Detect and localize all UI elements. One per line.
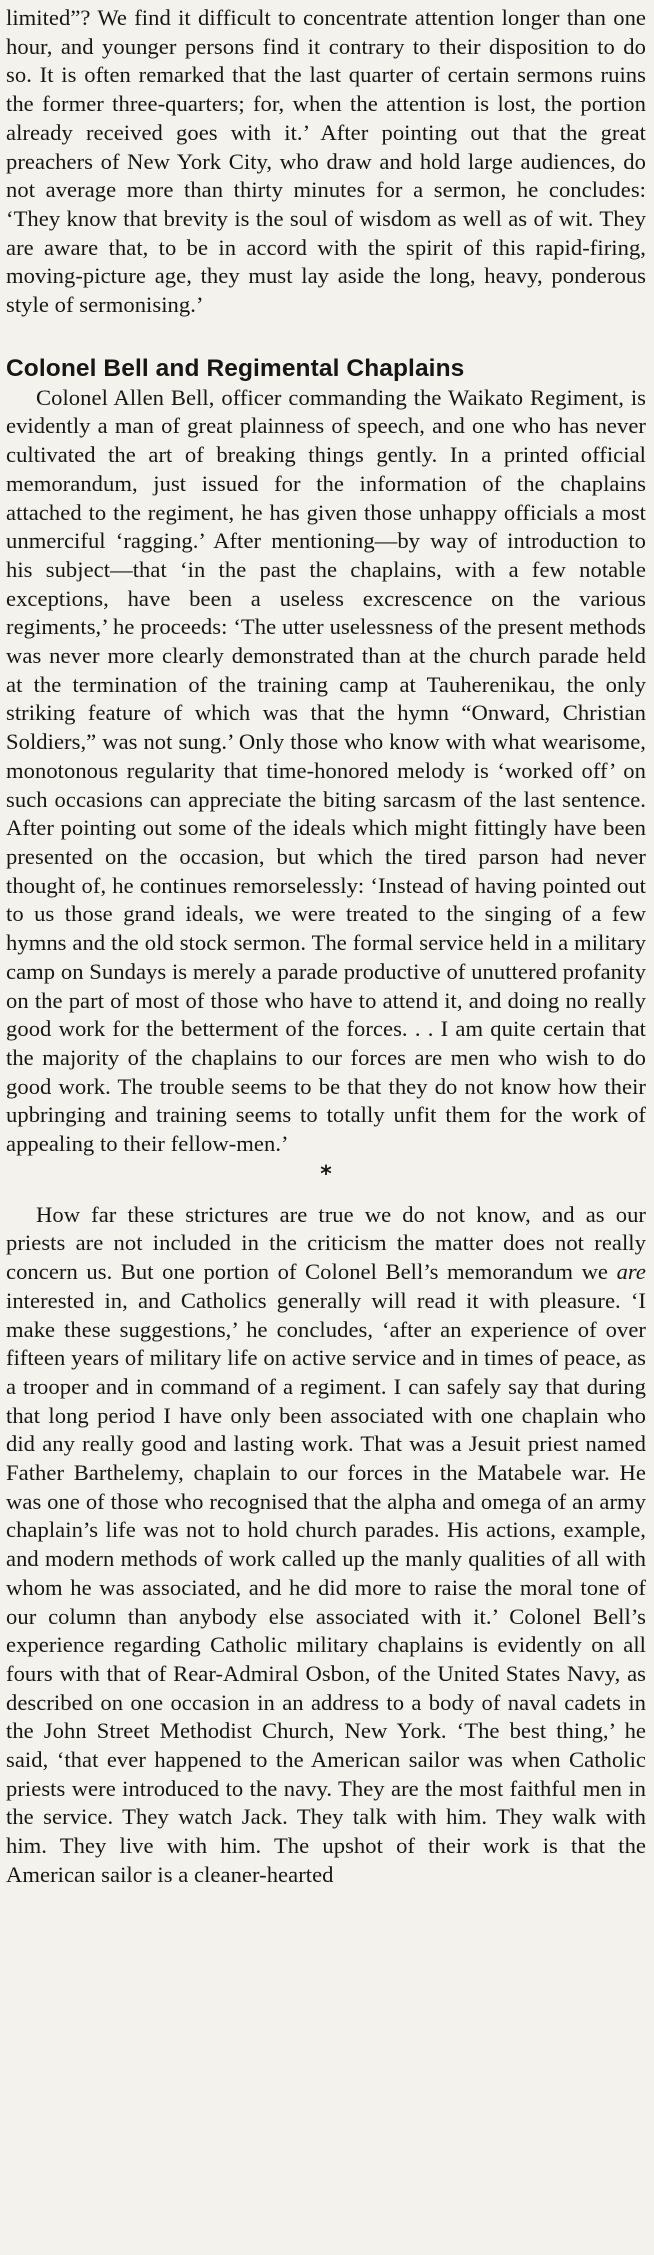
- section-heading: Colonel Bell and Regimental Chaplains: [6, 354, 465, 382]
- italic-emphasis: are: [616, 1259, 646, 1285]
- paragraph-text-start: How far these strictures are true we do not know, and as our priests are not included in the criticism the matter does not really concern us. But one portion of Colonel Bell’s memorandum we: [6, 1201, 646, 1285]
- body-paragraph-bell-memorandum: Colonel Allen Bell, officer commanding the Waikato Regiment, is evidently a man of great plainness of speech, and one who has never cultivated the art of breaking things gently. In a printed official memorandum, just issued for the information of the chaplains attached to the regiment, he has given those unhappy officials a most unmerciful ‘ragging.’ After mentioning—by way of introduction to his subject—that ‘in the past the chaplains, with a few notable exceptions, have been a useless excrescence on the various regiments,’ he proceeds: ‘The utter uselessness of the present methods was never more clearly demonstrated than at the church parade held at the termination of the training camp at Tauherenikau, the only striking feature of which was that the hymn “Onward, Christian Soldiers,” was not sung.’ Only those who know with what wearisome, monotonous regularity that time-honored melody is ‘worked off’ on such occasions can appreciate the biting sarcasm of the last sentence. After pointing out some of the ideals which might fittingly have been presented on the occasion, but which the tired parson had never thought of, he continues remorselessly: ‘Instead of having pointed out to us those grand ideals, we were treated to the singing of a few hymns and the old stock sermon. The formal service held in a military camp on Sundays is merely a parade productive of unuttered profanity on the part of most of those who have to attend it, and doing no really good work for the betterment of the forces. . . I am quite certain that the majority of the chaplains to our forces are men who wish to do good work. The trouble seems to be that they do not know how their upbringing and training seems to totally unfit them for the work of appealing to their fellow-men.’: [6, 384, 646, 1157]
- intro-paragraph: limited”? We find it difficult to concentrate attention longer than one hour, and younger persons find it contrary to their disposition to do so. It is often remarked that the last quarter of certain sermons ruins the former three-quarters; for, when the attention is lost, the portion already received goes with it.’ After pointing out that the great preachers of New York City, who draw and hold large audiences, do not average more than thirty minutes for a sermon, he concludes: ‘They know that brevity is the soul of wisdom as well as of wit. They are aware that, to be in accord with the spirit of this rapid-firing, moving-picture age, they must lay aside the long, heavy, ponderous style of sermonising.’: [6, 5, 646, 318]
- article-page: [6, 4, 646, 1890]
- body-paragraph-catholic-chaplains: [6, 1201, 646, 1890]
- paragraph-text-end: interested in, and Catholics generally will read it with pleasure. ‘I make these suggestions,’ he concludes, ‘after an experience of over fifteen years of military life on active service and in times of peace, as a trooper and in command of a regiment. I can safely say that during that long period I have only been associated with one chaplain who did any really good and lasting work. That was a Jesuit priest named Father Barthelemy, chaplain to our forces in the Matabele war. He was one of those who recognised that the alpha and omega of an army chaplain’s life was not to hold church parades. His actions, example, and modern methods of work called up the manly qualities of all with whom he was associated, and he did more to raise the moral tone of our column than anybody else associated with it.’ Colonel Bell’s experience regarding Catholic military chaplains is evidently on all fours with that of Rear-Admiral Osbon, of the United States Navy, as described on one occasion in an address to a body of naval cadets in the John Street Methodist Church, New York. ‘The best thing,’ he said, ‘that ever happened to the American sailor was when Catholic priests were introduced to the navy. They are the most faithful men in the service. They watch Jack. They talk with him. They walk with him. They live with him. The upshot of their work is that the American sailor is a cleaner-hearted: [6, 1287, 646, 1887]
- section-separator: *: [320, 1161, 332, 1187]
